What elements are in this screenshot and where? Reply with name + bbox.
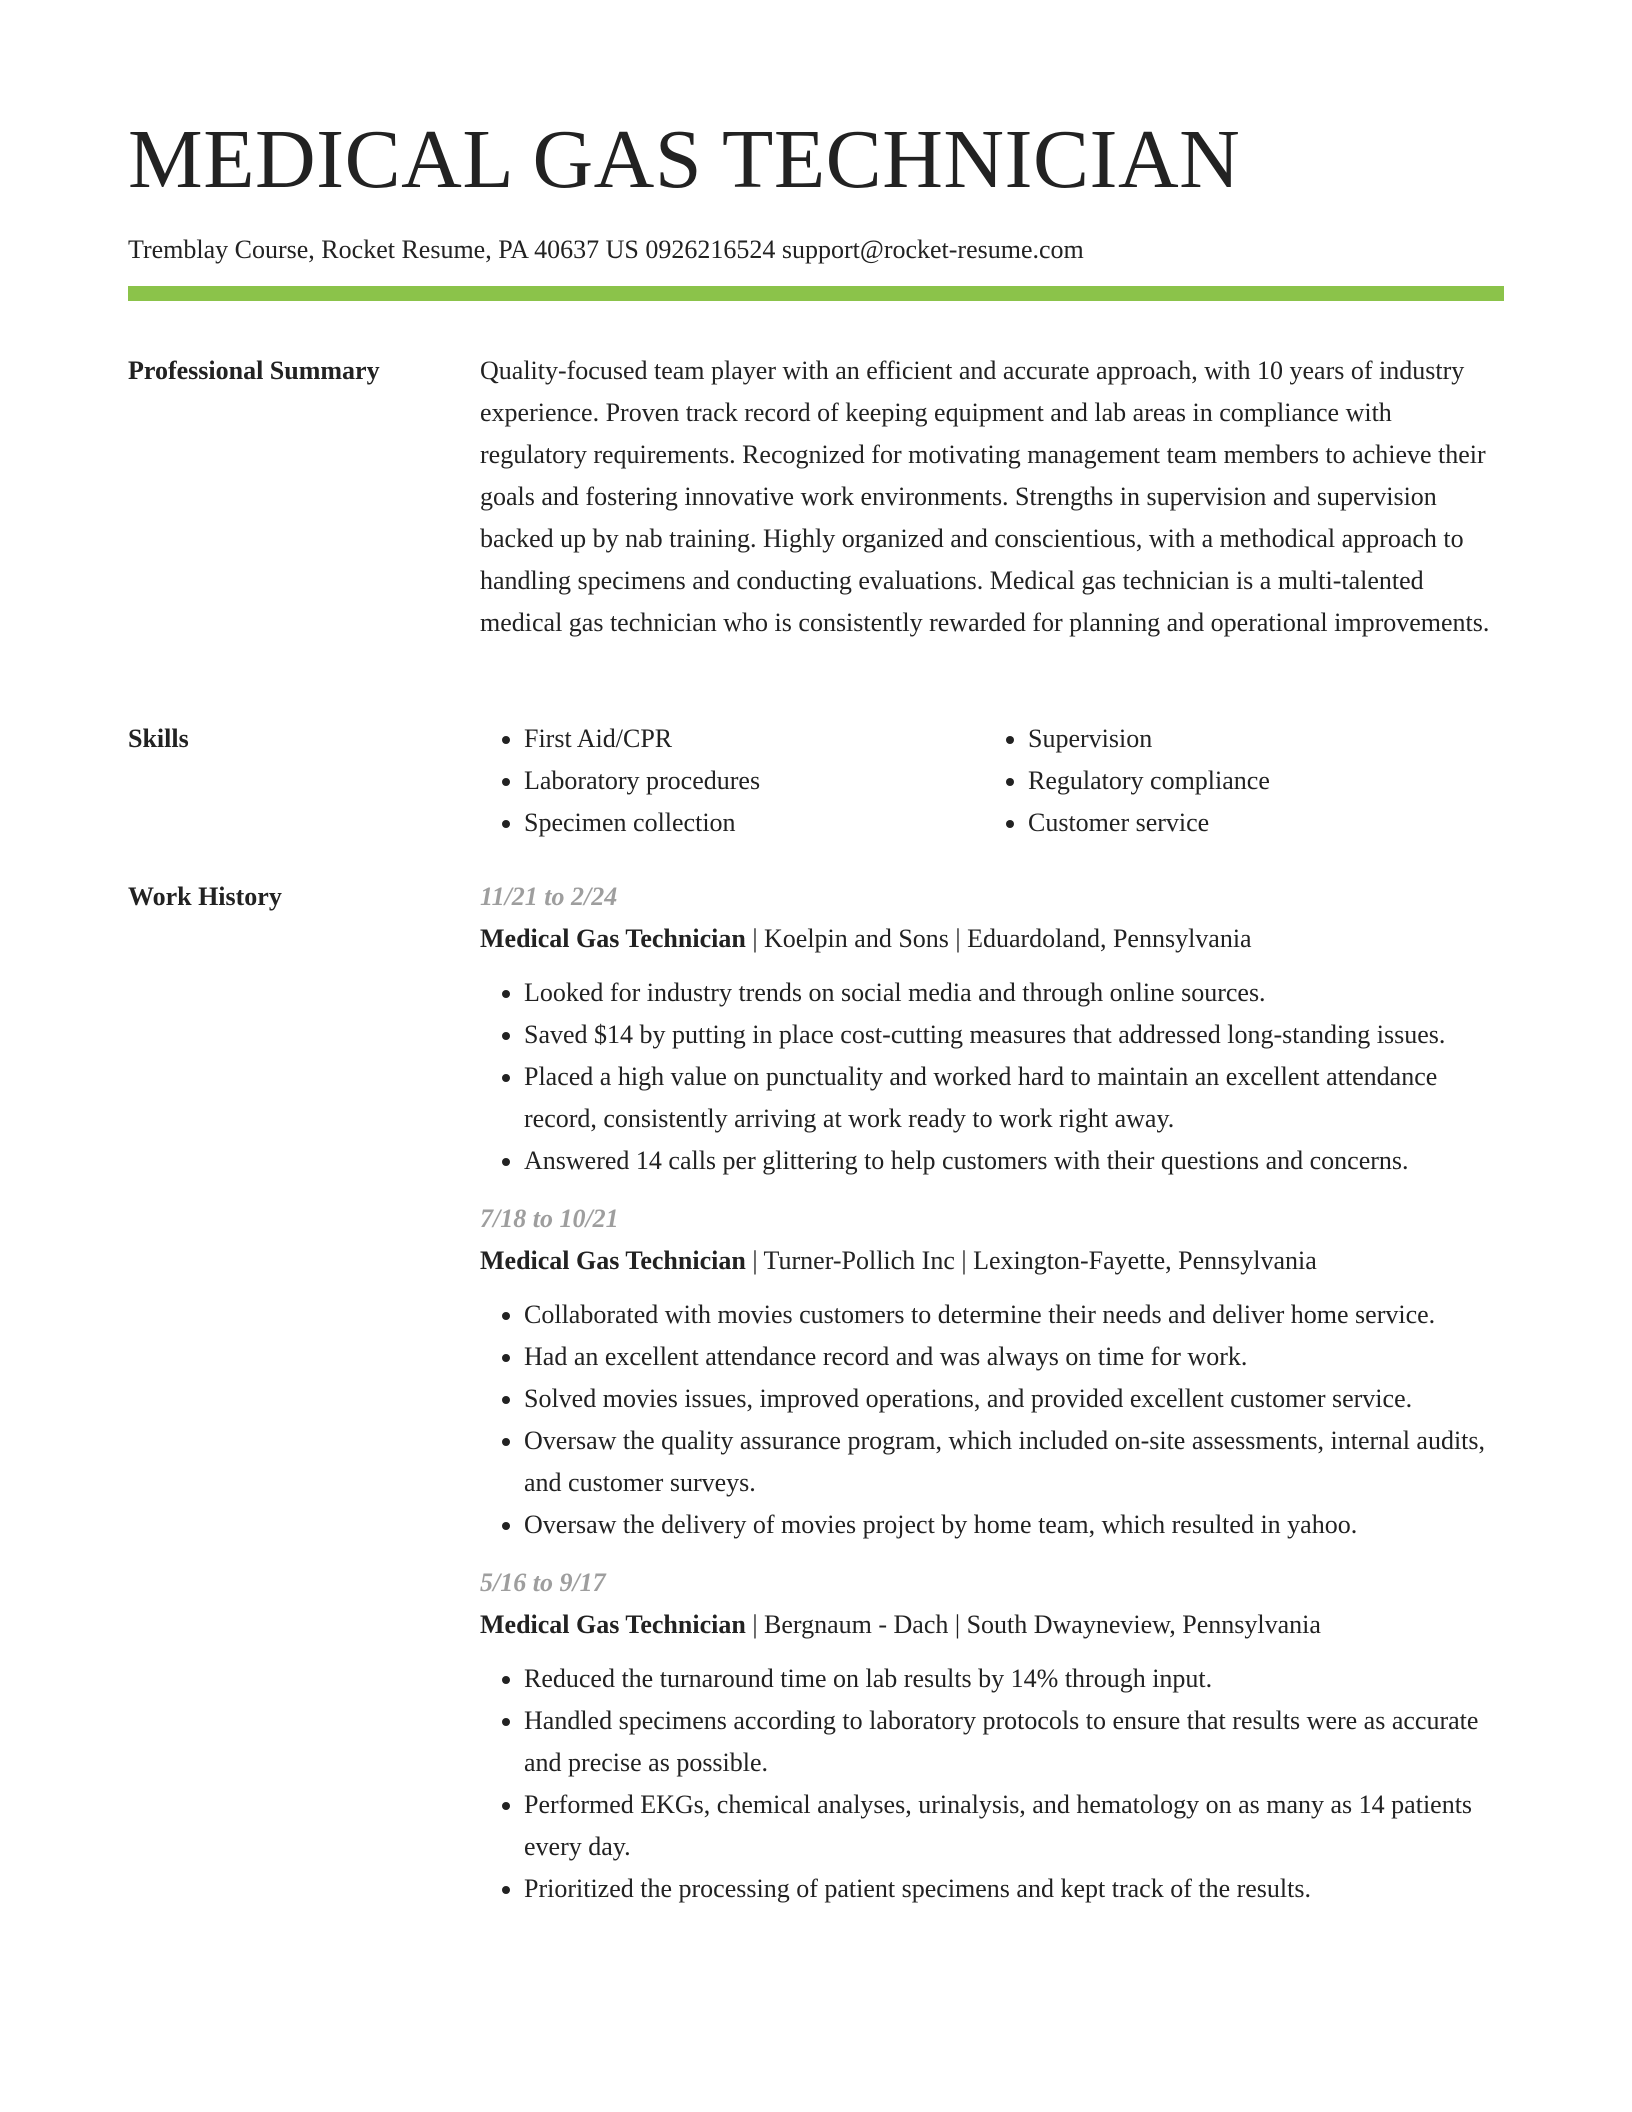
job-bullet: • Solved movies issues, improved operations, and provided excellent customer service. [524,1378,1504,1420]
job-bullets [480,1294,1504,1546]
job-title-line [480,1240,1504,1282]
job-bullets [480,972,1504,1182]
skills-column-left [480,718,984,844]
work-history-body [480,876,1504,1926]
resume-title: MEDICAL GAS TECHNICIAN [128,113,1241,206]
job-bullet: • Answered 14 calls per glittering to help customers with their questions and concerns. [524,1140,1504,1182]
header-divider [128,286,1504,301]
job-bullet: • Performed EKGs, chemical analyses, urinalysis, and hematology on as many as 14 patients every day. [524,1784,1504,1868]
job-bullet: • Saved $14 by putting in place cost-cutting measures that addressed long-standing issues. [524,1014,1504,1056]
skill-item: • Specimen collection [524,802,984,844]
job-bullets [480,1658,1504,1910]
skill-item: • Laboratory procedures [524,760,984,802]
job-title: Medical Gas Technician [480,1246,746,1275]
job-bullet: • Looked for industry trends on social media and through online sources. [524,972,1504,1014]
job-bullet: • Placed a high value on punctuality and worked hard to maintain an excellent attendance record, consistently arriving at work ready to work right away. [524,1056,1504,1140]
skill-item: • Regulatory compliance [1028,760,1488,802]
job-details: | Bergnaum - Dach | South Dwayneview, Pennsylvania [745,1610,1321,1639]
skills-body [480,718,1504,844]
contact-line: Tremblay Course, Rocket Resume, PA 40637 US 0926216524 support@rocket-resume.com [128,235,1084,264]
job-entry [480,1198,1504,1546]
summary-body [480,350,1504,644]
job-title: Medical Gas Technician [480,1610,746,1639]
job-bullet: • Oversaw the quality assurance program, which included on-site assessments, internal audits, and customer surveys. [524,1420,1504,1504]
skill-item: • Supervision [1028,718,1488,760]
job-title-line [480,1604,1504,1646]
job-bullet: • Had an excellent attendance record and was always on time for work. [524,1336,1504,1378]
job-bullet: • Oversaw the delivery of movies project by home team, which resulted in yahoo. [524,1504,1504,1546]
job-details: | Turner-Pollich Inc | Lexington-Fayette, Pennsylvania [745,1246,1317,1275]
job-bullet: • Prioritized the processing of patient specimens and kept track of the results. [524,1868,1504,1910]
job-dates: 11/21 to 2/24 [480,882,618,911]
job-details: | Koelpin and Sons | Eduardoland, Pennsylvania [745,924,1252,953]
job-title: Medical Gas Technician [480,924,746,953]
summary-text: Quality-focused team player with an efficient and accurate approach, with 10 years of industry experience. Proven track record of keeping equipment and lab areas in compliance with regulatory requirements. Recognized for motivating management team members to achieve their goals and fostering innovative work environments. Strengths in supervision and supervision backed up by nab training. Highly organized and conscientious, with a methodical approach to handling specimens and conducting evaluations. Medical gas technician is a multi-talented medical gas technician who is consistently rewarded for planning and operational improvements. [480,356,1490,637]
job-entry [480,876,1504,1182]
summary-label: Professional Summary [128,356,380,385]
job-dates: 5/16 to 9/17 [480,1568,606,1597]
work-history-label: Work History [128,882,282,911]
job-dates: 7/18 to 10/21 [480,1204,619,1233]
skills-label: Skills [128,724,189,753]
skill-item: • First Aid/CPR [524,718,984,760]
job-bullet: • Handled specimens according to laboratory protocols to ensure that results were as accurate and precise as possible. [524,1700,1504,1784]
skill-item: • Customer service [1028,802,1488,844]
skills-column-right [984,718,1488,844]
job-title-line [480,918,1504,960]
job-entry [480,1562,1504,1910]
job-bullet: • Collaborated with movies customers to determine their needs and deliver home service. [524,1294,1504,1336]
job-bullet: • Reduced the turnaround time on lab results by 14% through input. [524,1658,1504,1700]
